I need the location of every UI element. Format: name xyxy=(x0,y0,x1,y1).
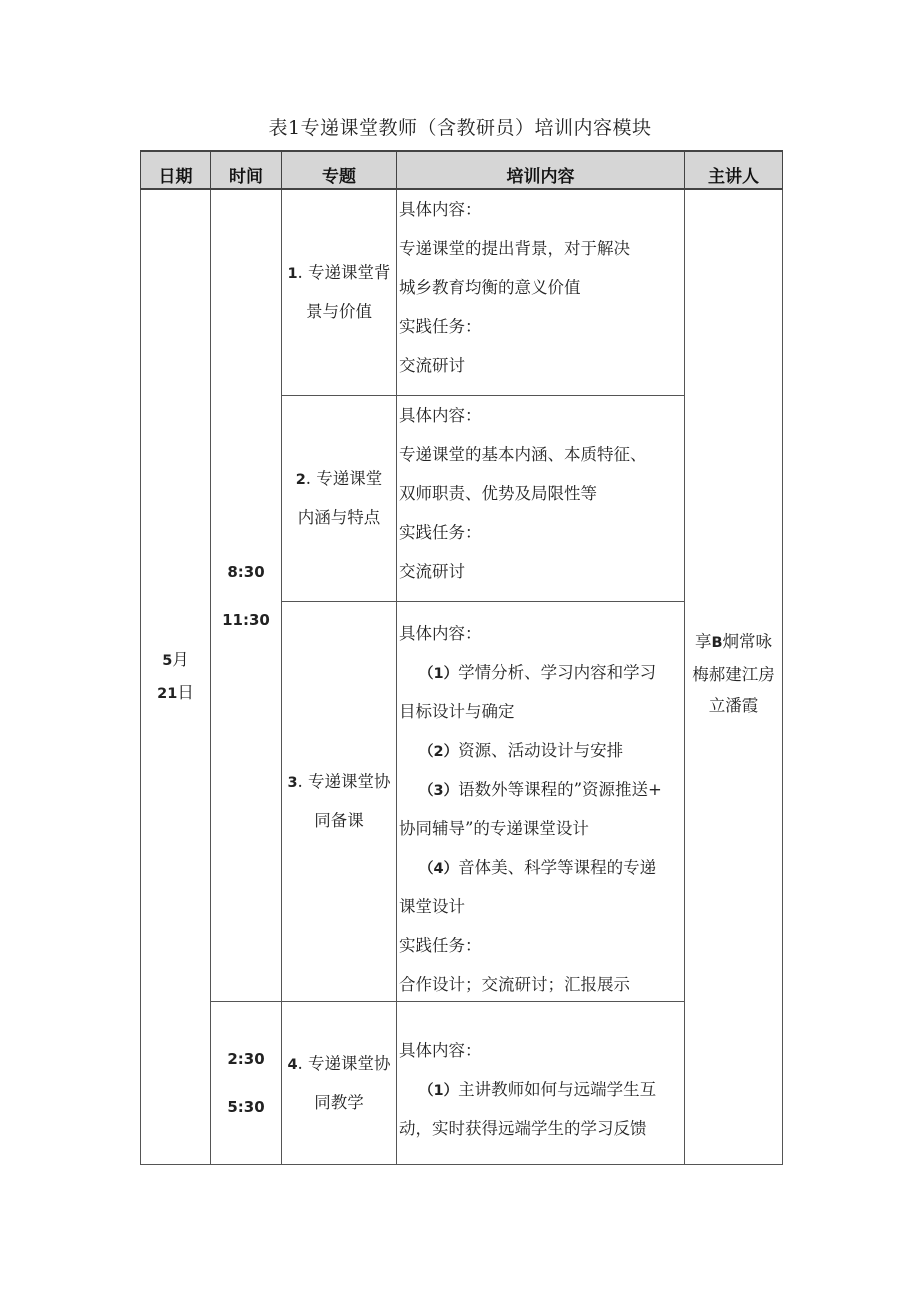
topic-2-line2: 内涵与特点 xyxy=(297,508,381,527)
content-cell-2 xyxy=(396,396,684,602)
content-1-line2: 城乡教育均衡的意义价值 xyxy=(399,278,581,297)
time-cell-afternoon xyxy=(210,1002,281,1165)
content-1-line1: 专递课堂的提出背景，对于解决 xyxy=(399,239,630,258)
content-3-item2-line1: （2）资源、活动设计与安排 xyxy=(419,741,624,760)
content-2-task: 交流研讨 xyxy=(399,562,465,581)
content-2-line2: 双师职责、优势及局限性等 xyxy=(399,484,597,503)
content-3-task-label: 实践任务： xyxy=(399,936,482,955)
content-4-label: 具体内容： xyxy=(399,1041,482,1060)
content-cell-3 xyxy=(396,602,684,1002)
time-afternoon-start: 2:30 xyxy=(227,1050,265,1068)
topic-4-line2: 同教学 xyxy=(314,1092,364,1112)
content-3-item3-line1: （3）语数外等课程的”资源推送+ xyxy=(419,780,662,799)
time-afternoon-end: 5:30 xyxy=(227,1098,265,1116)
training-table xyxy=(140,150,783,1165)
content-3-label: 具体内容： xyxy=(399,624,482,643)
content-cell-4 xyxy=(396,1002,684,1165)
content-1-task: 交流研讨 xyxy=(399,356,465,375)
speaker-line1: 享B炯常咏 xyxy=(694,632,773,651)
speaker-cell xyxy=(684,190,783,1165)
content-3-item1-line2: 目标设计与确定 xyxy=(399,702,515,721)
header-speaker: 主讲人 xyxy=(684,150,783,190)
content-cell-1 xyxy=(396,190,684,396)
table-title: 表1专递课堂教师（含教研员）培训内容模块 xyxy=(268,117,652,139)
header-time: 时间 xyxy=(210,150,281,190)
speaker-line2: 梅郝建江房 xyxy=(692,665,775,684)
time-cell-morning xyxy=(210,190,281,1002)
topic-3-line2: 同备课 xyxy=(314,811,364,830)
header-content: 培训内容 xyxy=(396,150,684,190)
content-3-item4-line1: （4）音体美、科学等课程的专递 xyxy=(419,858,657,877)
content-3-item4-line2: 课堂设计 xyxy=(399,897,465,916)
content-2-label: 具体内容： xyxy=(399,406,482,425)
date-month: 5月 xyxy=(162,650,189,669)
content-3-task: 合作设计；交流研讨；汇报展示 xyxy=(399,975,630,994)
topic-1-line1: 1. 专递课堂背 xyxy=(287,263,391,282)
speaker-line3: 立潘霞 xyxy=(708,696,759,715)
content-4-item1-line2: 动，实时获得远端学生的学习反馈 xyxy=(399,1119,647,1138)
header-date: 日期 xyxy=(140,150,210,190)
header-topic: 专题 xyxy=(281,150,396,190)
topic-4-line1: 4. 专递课堂协 xyxy=(287,1053,391,1073)
content-4-item1-line1: （1）主讲教师如何与远端学生互 xyxy=(419,1080,657,1099)
topic-3-line1: 3. 专递课堂协 xyxy=(287,772,391,791)
topic-cell-1 xyxy=(281,190,396,396)
topic-cell-4 xyxy=(281,1002,396,1165)
topic-cell-3 xyxy=(281,602,396,1002)
time-morning-end: 11:30 xyxy=(222,611,270,629)
content-1-label: 具体内容： xyxy=(399,200,482,219)
content-3-item1-line1: （1）学情分析、学习内容和学习 xyxy=(419,663,657,682)
topic-1-line2: 景与价值 xyxy=(306,302,372,321)
content-1-task-label: 实践任务： xyxy=(399,317,482,336)
content-3-item3-line2: 协同辅导”的专递课堂设计 xyxy=(399,819,589,838)
topic-2-line1: 2. 专递课堂 xyxy=(295,469,383,488)
date-day: 21日 xyxy=(157,683,194,702)
topic-cell-2 xyxy=(281,396,396,602)
date-cell xyxy=(140,190,210,1165)
content-2-task-label: 实践任务： xyxy=(399,523,482,542)
time-morning-start: 8:30 xyxy=(227,563,265,581)
content-2-line1: 专递课堂的基本内涵、本质特征、 xyxy=(399,445,647,464)
